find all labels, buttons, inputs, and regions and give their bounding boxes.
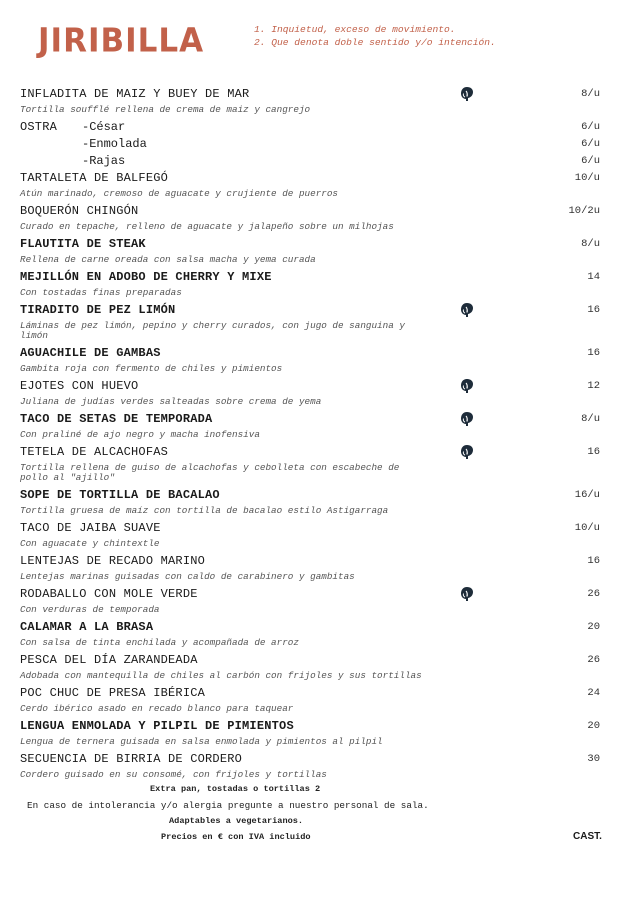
menu-item: [20, 269, 600, 302]
menu-item-row: [20, 236, 600, 253]
dish-price: 10/u: [574, 522, 600, 534]
dish-description: Tortilla rellena de guiso de alcachofas y cebolleta con escabeche de pollo al "ajillo": [20, 462, 400, 483]
menu-item-row: [20, 170, 600, 187]
footer-vegetarian: Adaptables a vegetarianos.: [169, 816, 304, 826]
dish-description: Con praliné de ajo negro y macha inofensiva: [20, 429, 260, 440]
dish-price: 6/u: [581, 121, 600, 133]
dish-name: RODABALLO CON MOLE VERDE: [20, 587, 198, 601]
menu-item-row: [20, 619, 600, 636]
menu-item: [20, 302, 600, 345]
footer-extra: Extra pan, tostadas o tortillas 2: [150, 784, 321, 794]
menu-item-row: [20, 520, 600, 537]
menu-item-row: [20, 119, 600, 136]
dish-description: Con aguacate y chintextle: [20, 538, 160, 549]
dish-price: 16: [587, 555, 600, 567]
brand-logo: JIRIBILLA: [38, 22, 205, 60]
dish-description: Tortilla soufflé rellena de crema de maiz y cangrejo: [20, 104, 311, 115]
menu-item: [20, 520, 600, 553]
dish-name: LENGUA ENMOLADA Y PILPIL DE PIMIENTOS: [20, 719, 294, 733]
dish-price: 26: [587, 588, 600, 600]
menu-item-row: [20, 652, 600, 669]
dish-variant: -Enmolada: [82, 137, 147, 151]
dish-description: Tortilla gruesa de maíz con tortilla de bacalao estilo Astigarraga: [20, 505, 389, 516]
menu-item-row: [20, 586, 600, 603]
dish-price: 30: [587, 753, 600, 765]
menu-item: [20, 619, 600, 652]
menu-item-row: [20, 302, 600, 319]
menu-item-row: [20, 718, 600, 735]
dish-description: Con tostadas finas preparadas: [20, 287, 182, 298]
vegetarian-leaf-icon: [460, 86, 474, 102]
dish-price: 24: [587, 687, 600, 699]
menu-item-row: [20, 685, 600, 702]
dish-description: Lentejas marinas guisadas con caldo de carabinero y gambitas: [20, 571, 355, 582]
dish-name: EJOTES CON HUEVO: [20, 379, 139, 393]
dish-price: 16/u: [574, 489, 600, 501]
menu-item-row: [20, 487, 600, 504]
dish-name: POC CHUC DE PRESA IBÉRICA: [20, 686, 206, 700]
menu-item-row: [20, 153, 600, 170]
dish-name: PESCA DEL DÍA ZARANDEADA: [20, 653, 198, 667]
dish-name: TIRADITO DE PEZ LIMÓN: [20, 303, 176, 317]
dish-name: TETELA DE ALCACHOFAS: [20, 445, 169, 459]
dish-name: FLAUTITA DE STEAK: [20, 237, 146, 251]
menu-item: [20, 170, 600, 203]
menu-item: [20, 153, 600, 170]
vegetarian-leaf-icon: [460, 586, 474, 602]
dish-price: 6/u: [581, 155, 600, 167]
dish-name: INFLADITA DE MAIZ Y BUEY DE MAR: [20, 87, 250, 101]
footer-prices: Precios en € con IVA incluido: [161, 832, 311, 842]
dish-description: Cordero guisado en su consomé, con frijoles y tortillas: [20, 769, 327, 780]
vegetarian-leaf-icon: [460, 444, 474, 460]
dish-price: 8/u: [581, 88, 600, 100]
menu-item: [20, 236, 600, 269]
dish-name: AGUACHILE DE GAMBAS: [20, 346, 161, 360]
menu-item-row: [20, 553, 600, 570]
dish-price: 10/u: [574, 172, 600, 184]
menu-item: [20, 345, 600, 378]
menu-item-row: [20, 345, 600, 362]
menu-item-row: [20, 378, 600, 395]
dish-price: 20: [587, 621, 600, 633]
dish-description: Lengua de ternera guisada en salsa enmolada y pimientos al pilpil: [20, 736, 383, 747]
menu-item-row: [20, 203, 600, 220]
menu-item: [20, 685, 600, 718]
dish-description: Rellena de carne oreada con salsa macha y yema curada: [20, 254, 316, 265]
menu-item: [20, 86, 600, 119]
dish-price: 14: [587, 271, 600, 283]
menu-item-row: [20, 411, 600, 428]
dish-description: Juliana de judías verdes salteadas sobre crema de yema: [20, 396, 322, 407]
dish-price: 16: [587, 347, 600, 359]
menu-item: [20, 718, 600, 751]
dish-variant: -César: [82, 120, 126, 134]
dish-price: 16: [587, 304, 600, 316]
dish-name: SECUENCIA DE BIRRIA DE CORDERO: [20, 752, 243, 766]
dish-name: LENTEJAS DE RECADO MARINO: [20, 554, 206, 568]
menu-item: [20, 203, 600, 236]
dish-description: Curado en tepache, relleno de aguacate y jalapeño sobre un milhojas: [20, 221, 394, 232]
dish-name: BOQUERÓN CHINGÓN: [20, 204, 139, 218]
dish-name: CALAMAR A LA BRASA: [20, 620, 154, 634]
menu-item-row: [20, 86, 600, 103]
dish-name: TACO DE JAIBA SUAVE: [20, 521, 161, 535]
dish-name: SOPE DE TORTILLA DE BACALAO: [20, 488, 220, 502]
menu-item: [20, 487, 600, 520]
dish-price: 10/2u: [568, 205, 600, 217]
footer-allergy: En caso de intolerancia y/o alergia pregunte a nuestro personal de sala.: [27, 800, 429, 811]
menu-item: [20, 378, 600, 411]
menu-item: [20, 136, 600, 153]
menu-item: [20, 119, 600, 136]
dish-price: 16: [587, 446, 600, 458]
menu-item: [20, 444, 600, 487]
dish-description: Gambita roja con fermento de chiles y pimientos: [20, 363, 283, 374]
dish-name: TARTALETA DE BALFEGÓ: [20, 171, 169, 185]
dish-description: Atún marinado, cremoso de aguacate y crujiente de puerros: [20, 188, 339, 199]
menu-list: [20, 86, 600, 784]
brand-definitions: [254, 24, 496, 49]
dish-price: 26: [587, 654, 600, 666]
dish-price: 8/u: [581, 413, 600, 425]
menu-item-row: [20, 269, 600, 286]
dish-name: OSTRA: [20, 120, 58, 134]
menu-item-row: [20, 444, 600, 461]
menu-item-row: [20, 751, 600, 768]
dish-description: Cerdo ibérico asado en recado blanco para taquear: [20, 703, 294, 714]
vegetarian-leaf-icon: [460, 411, 474, 427]
language-label[interactable]: CAST.: [573, 831, 602, 842]
vegetarian-leaf-icon: [460, 378, 474, 394]
dish-description: Láminas de pez limón, pepino y cherry curados, con jugo de sanguina y limón: [20, 320, 405, 341]
dish-name: MEJILLÓN EN ADOBO DE CHERRY Y MIXE: [20, 270, 272, 284]
menu-item: [20, 411, 600, 444]
menu-item: [20, 751, 600, 784]
definition-1: 1. Inquietud, exceso de movimiento.: [254, 24, 456, 35]
menu-item: [20, 586, 600, 619]
dish-name: TACO DE SETAS DE TEMPORADA: [20, 412, 213, 426]
vegetarian-leaf-icon: [460, 302, 474, 318]
dish-price: 6/u: [581, 138, 600, 150]
menu-item-row: [20, 136, 600, 153]
dish-price: 12: [587, 380, 600, 392]
dish-description: Con salsa de tinta enchilada y acompañada de arroz: [20, 637, 299, 648]
dish-price: 8/u: [581, 238, 600, 250]
dish-description: Adobada con mantequilla de chiles al carbón con frijoles y sus tortillas: [20, 670, 422, 681]
dish-variant: -Rajas: [82, 154, 126, 168]
definition-2: 2. Que denota doble sentido y/o intención.: [254, 36, 496, 48]
menu-item: [20, 553, 600, 586]
dish-description: Con verduras de temporada: [20, 604, 160, 615]
menu-item: [20, 652, 600, 685]
dish-price: 20: [587, 720, 600, 732]
